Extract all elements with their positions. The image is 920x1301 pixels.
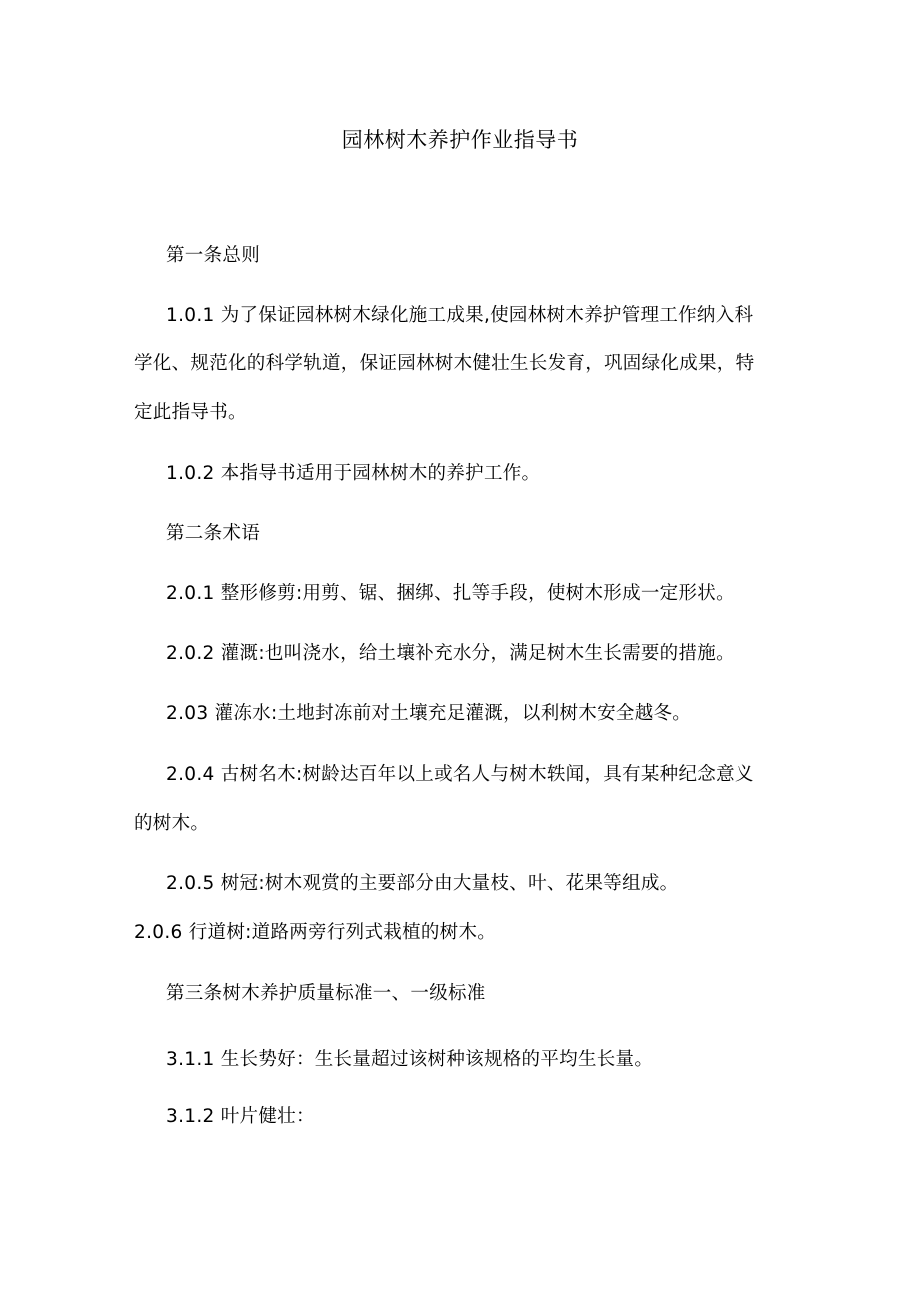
paragraph-line: 2.0.2 灌溉:也叫浇水，给土壤补充水分，满足树木生长需要的措施。: [166, 643, 735, 664]
paragraph-line: 2.03 灌冻水:土地封冻前对土壤充足灌溉，以利树木安全越冬。: [166, 703, 692, 724]
paragraph-line: 2.0.5 树冠:树木观赏的主要部分由大量枝、叶、花果等组成。: [166, 873, 679, 894]
section-heading-general: 第一条总则: [166, 245, 261, 266]
paragraph-line: 3.1.2 叶片健壮：: [166, 1106, 315, 1127]
paragraph-line: 学化、规范化的科学轨道，保证园林树木健壮生长发育，巩固绿化成果，特: [134, 353, 755, 374]
paragraph-line: 2.0.1 整形修剪:用剪、锯、捆绑、扎等手段，使树木形成一定形状。: [166, 583, 735, 604]
section-heading-terms: 第二条术语: [166, 523, 261, 544]
paragraph-line: 2.0.4 古树名木:树龄达百年以上或名人与树木轶闻，具有某种纪念意义: [166, 764, 754, 785]
paragraph-line: 定此指导书。: [134, 402, 247, 423]
paragraph-line: 1.0.2 本指导书适用于园林树木的养护工作。: [166, 463, 541, 484]
paragraph-line: 3.1.1 生长势好：生长量超过该树种该规格的平均生长量。: [166, 1049, 654, 1070]
paragraph-line: 的树木。: [134, 813, 210, 834]
document-title: 园林树木养护作业指导书: [341, 128, 579, 152]
paragraph-line: 1.0.1 为了保证园林树木绿化施工成果,使园林树木养护管理工作纳入科: [166, 305, 754, 326]
paragraph-line: 2.0.6 行道树:道路两旁行列式栽植的树木。: [134, 922, 497, 943]
section-heading-standards: 第三条树木养护质量标准一、一级标准: [166, 983, 486, 1004]
